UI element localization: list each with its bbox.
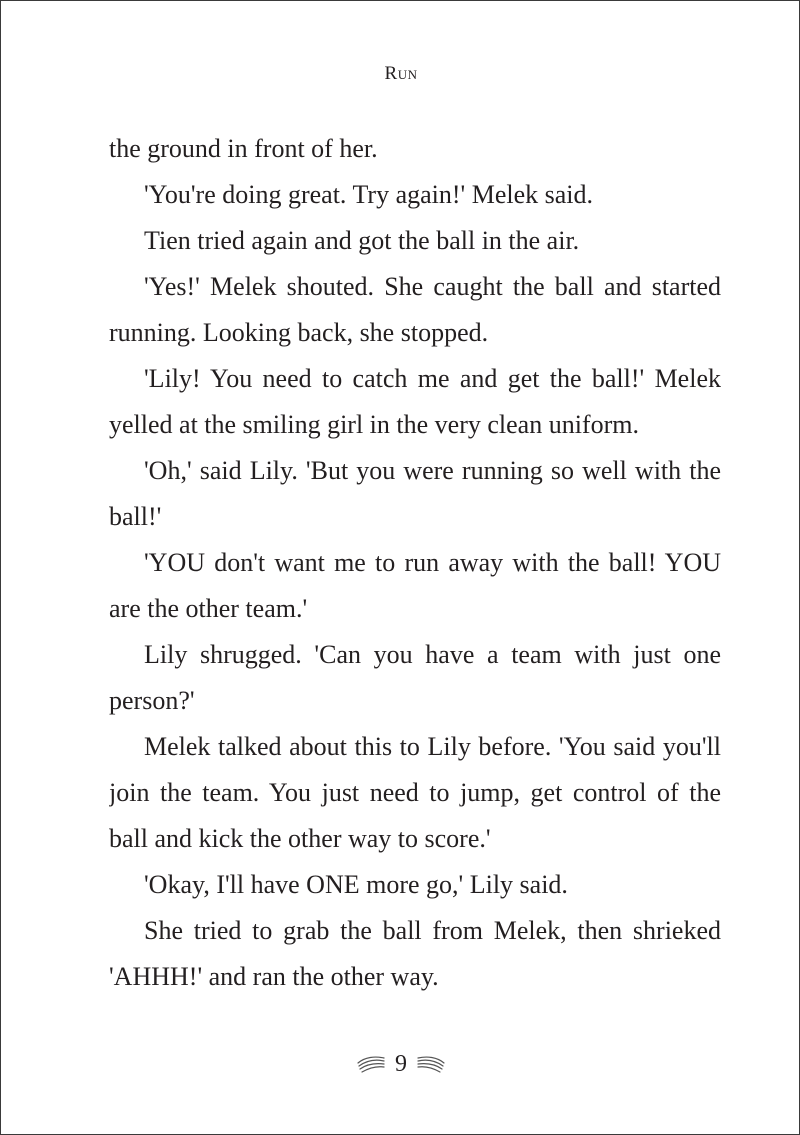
wing-right-ornament-icon (417, 1054, 447, 1074)
text-line: 'Lily! You need to catch me and get the ball!' Melek (144, 364, 721, 393)
body-text (109, 129, 721, 1003)
text-line: join the team. You just need to jump, get control of the (109, 778, 721, 807)
wing-left-ornament-icon (355, 1054, 385, 1074)
text-line: the ground in front of her. (109, 134, 378, 163)
text-line: yelled at the smiling girl in the very clean uniform. (109, 410, 639, 439)
running-head: Run (384, 63, 418, 84)
text-line: She tried to grab the ball from Melek, then shrieked (144, 916, 721, 945)
page-folio (1, 1046, 800, 1082)
text-line: 'Okay, I'll have ONE more go,' Lily said. (144, 870, 568, 899)
text-line: ball and kick the other way to score.' (109, 824, 491, 853)
text-line: Melek talked about this to Lily before. 'You said you'll (144, 732, 721, 761)
text-line: ball!' (109, 502, 162, 531)
text-line: 'Oh,' said Lily. 'But you were running so well with the (144, 456, 721, 485)
text-line: 'You're doing great. Try again!' Melek said. (144, 180, 594, 209)
page-number: 9 (395, 1051, 407, 1077)
text-line: Lily shrugged. 'Can you have a team with just one (144, 640, 721, 669)
text-line: running. Looking back, she stopped. (109, 318, 489, 347)
text-line: are the other team.' (109, 594, 308, 623)
text-line: 'AHHH!' and ran the other way. (109, 962, 439, 991)
text-line: person?' (109, 686, 195, 715)
text-line: 'Yes!' Melek shouted. She caught the ball and started (144, 272, 721, 301)
text-line: 'YOU don't want me to run away with the ball! YOU (144, 548, 721, 577)
text-line: Tien tried again and got the ball in the air. (144, 226, 580, 255)
